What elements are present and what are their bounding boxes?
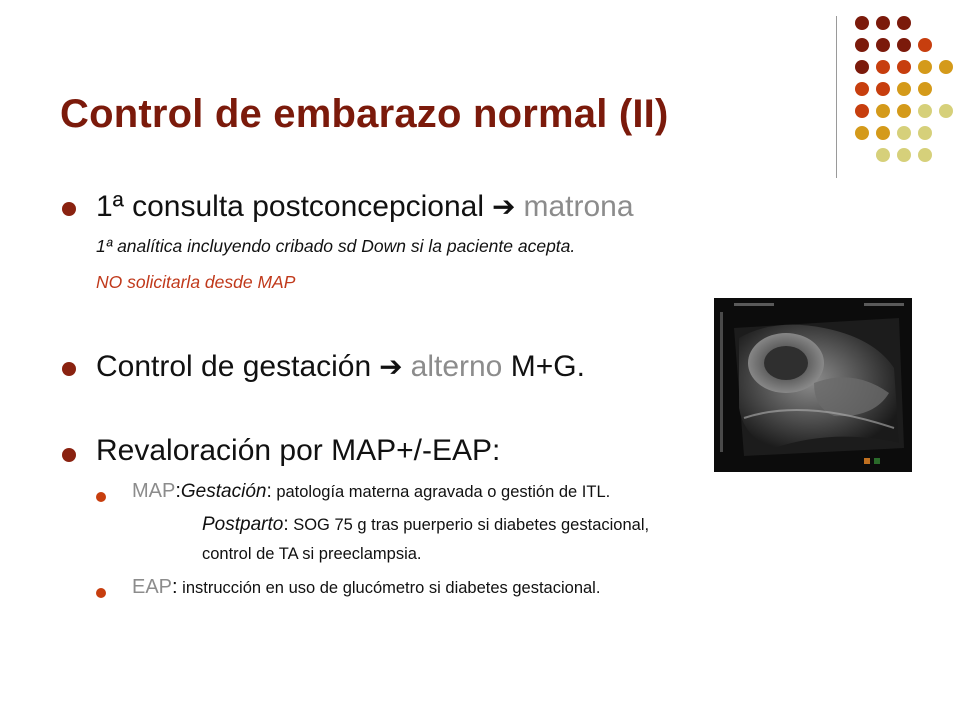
decorative-dot [876,104,890,118]
bullet-1-main: 1ª consulta postconcepcional [96,190,485,223]
decorative-dot [876,16,890,30]
decorative-dot [897,60,911,74]
sub-bullet-icon [96,588,106,598]
sub-eap-text: instrucción en uso de glucómetro si diabetes gestacional. [177,579,601,597]
bullet-2-highlight: alterno [410,350,503,383]
decorative-dot [897,16,911,30]
sub-bullet-icon [96,492,106,502]
decorative-dot [876,126,890,140]
ultrasound-image [714,298,912,472]
sub-postparto-text: SOG 75 g tras puerperio si diabetes gestacional, [288,516,650,534]
decorative-dot [897,104,911,118]
bullet-icon [62,448,76,462]
bullet-2-tail: M+G. [510,350,585,383]
bullet-1-sub1: 1ª analítica incluyendo cribado sd Down si la paciente acepta. [96,236,576,256]
ultrasound-graphic [714,298,912,472]
sub-map-text: patología materna agravada o gestión de ITL. [271,483,611,501]
bullet-icon [62,202,76,216]
decorative-dot [897,126,911,140]
sub-eap-colon: : [172,576,178,598]
decorative-dot [918,60,932,74]
decorative-dot [918,126,932,140]
decorative-dot [876,82,890,96]
decorative-dot [939,104,953,118]
decorative-dot [918,104,932,118]
decorative-dot [855,82,869,96]
decorative-dot [855,60,869,74]
decorative-dot [918,148,932,162]
bullet-icon [62,362,76,376]
bullet-1-sub2: NO solicitarla desde MAP [96,272,296,292]
sub-map-gestacion: Gestación [180,481,267,502]
decorative-dot [876,60,890,74]
decorative-dot [939,60,953,74]
decorative-dot [855,104,869,118]
arrow-icon: ➔ [492,191,516,222]
slide-title: Control de embarazo normal (II) [60,92,669,136]
decorative-dot [897,82,911,96]
sub-map-colon: : [175,480,181,502]
sub-map-label: MAP [132,480,176,502]
decorative-dot [855,16,869,30]
decorative-dot [918,82,932,96]
decorative-dot [876,38,890,52]
bullet-3-text: Revaloración por MAP+/-EAP: [96,434,501,467]
decorative-dot [876,148,890,162]
decorative-dot [855,126,869,140]
bullet-2-main: Control de gestación [96,350,372,383]
sub-postparto [202,514,649,536]
sub-bullet-map [132,480,610,503]
decorative-dot [897,148,911,162]
bullet-1-text [96,190,634,224]
bullet-2-text [96,350,585,384]
arrow-icon: ➔ [379,351,403,382]
sub-postparto-label: Postparto [202,514,284,535]
decorative-dot [918,38,932,52]
decorative-dot [897,38,911,52]
sub-bullet-eap [132,576,600,599]
decorative-dot [855,38,869,52]
sub-postparto-colon: : [283,514,289,535]
divider-line [836,16,837,178]
bullet-1-highlight: matrona [523,190,634,223]
sub-map-colon2: : [266,481,272,502]
sub-eap-label: EAP [132,576,173,598]
sub-postparto-cont: control de TA si preeclampsia. [202,545,422,563]
